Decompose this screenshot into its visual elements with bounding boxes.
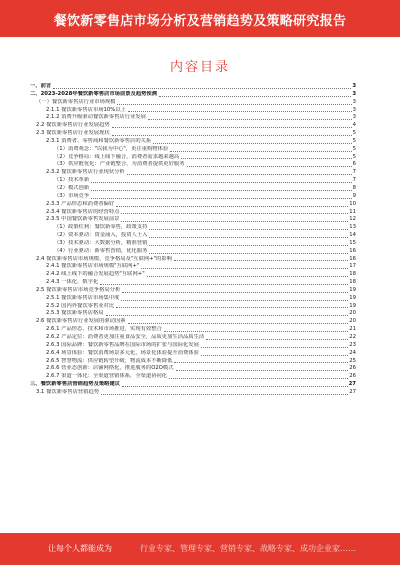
toc-dot-leader [174,362,348,363]
toc-entry-label: 2.6.4 场景体验：餐饮消费场景多元化，场景化体验提升消费体验 [46,349,199,356]
footer-slogan: 让每个人都能成为 [48,544,112,553]
toc-entry-page: 3 [352,83,356,89]
toc-dot-leader [147,276,349,277]
toc-entry-label: 2.6 餐饮新零售店行业发展的驱动因素 [36,318,126,325]
footer-tagline: 行业专家、管理专家、营销专家、战略专家、成功企业家…… [140,544,356,553]
toc-entry-page: 13 [349,224,356,231]
toc-dot-leader [149,229,348,230]
toc-entry-label: （1）消费观念："以我为中心"，更注重购物体验 [54,145,169,152]
toc-entry-label: 一、前言 [30,83,52,89]
toc-dot-leader [149,245,348,246]
toc-entry-page: 18 [349,271,356,278]
toc-entry[interactable] [30,326,356,334]
toc-entry-label: （2）模式创新 [54,184,90,191]
toc-entry[interactable] [30,107,356,115]
toc-dot-leader [91,190,351,191]
toc-entry-page: 10 [349,200,356,207]
toc-entry-label: 2.3.2 餐饮新零售店行业现状分析 [46,169,125,176]
toc-entry-label: 2.1.2 消费升级驱动餐饮新零售店行业发展 [46,114,146,121]
toc-entry[interactable] [30,271,356,279]
toc-entry[interactable] [30,161,356,169]
toc-dot-leader [128,111,352,112]
toc-entry[interactable] [30,389,356,397]
toc-entry-page: 20 [349,310,356,317]
toc-entry-label: 2.4.1 餐饮新零售店市场规模"互联网+" [46,263,140,270]
toc-entry-page: 22 [349,334,356,340]
toc-dot-leader [159,96,351,97]
toc-entry-page: 27 [349,388,356,395]
toc-entry[interactable] [30,310,356,318]
toc-entry-label: （2）竞争格局：线上线下融合，消费者需求越来越高 [54,153,180,160]
toc-entry[interactable] [30,358,356,366]
toc-dot-leader [174,260,348,261]
toc-entry-label: 2.6.2 产品定位：消费者更加注重食品安全，品质更加生活品质生活 [46,334,205,340]
toc-entry-page: 4 [352,122,356,129]
toc-entry-label: 2.3.3 产品形态和消费者偏好 [46,200,115,207]
toc-entry[interactable] [30,279,356,287]
toc-entry[interactable] [30,240,356,248]
toc-entry-page: 5 [352,145,356,152]
toc-entry-page: 5 [352,153,356,160]
toc-entry-page: 6 [352,161,356,168]
toc-entry-label: 2.6.7 渠道一体化：全渠道营销体系，全渠道协同化 [46,373,168,380]
toc-entry-page: 16 [349,247,356,254]
toc-dot-leader [127,174,352,175]
toc-entry-page: 15 [349,239,356,246]
toc-entry[interactable] [30,365,356,373]
toc-entry[interactable] [30,169,356,177]
toc-entry-label: 2.3.4 餐饮新零售店的经营特点 [46,208,120,215]
toc-entry[interactable] [30,209,356,217]
toc-entry-page: 26 [349,373,356,380]
toc-entry[interactable] [30,91,356,99]
toc-entry[interactable] [30,99,356,107]
report-title: 餐饮新零售店市场分析及营销趋势及策略研究报告 [53,14,347,29]
toc-entry-page: 20 [349,318,356,325]
toc-entry-page: 3 [352,114,356,121]
toc-entry-label: 2.6.5 智慧物流：供应链转型升级，物流成本不断降低 [46,357,173,364]
toc-entry-label: 3.1 餐饮新零售店营销趋势 [36,388,100,395]
toc-dot-leader [122,386,348,387]
toc-entry[interactable] [30,334,356,342]
toc-entry-label: 2.5 餐饮新零售店市场竞争格局分析 [36,286,121,293]
toc-entry-page: 18 [349,279,356,286]
toc-entry[interactable] [30,263,356,271]
toc-dot-leader [122,292,348,293]
toc-entry[interactable] [30,193,356,201]
toc-entry[interactable] [30,295,356,303]
toc-dot-leader [106,315,349,316]
toc-entry[interactable] [30,350,356,358]
toc-entry[interactable] [30,177,356,185]
toc-dot-leader [117,104,351,105]
toc-entry-page: 3 [352,106,356,113]
header-banner [0,0,400,37]
toc-entry-label: 2.3.1 消费者、零售商和餐饮新零售店的关系 [46,137,152,144]
toc-entry[interactable] [30,83,356,91]
toc-entry-page: 5 [352,137,356,144]
toc-entry-page: 11 [349,208,356,215]
toc-entry[interactable] [30,130,356,138]
toc-entry[interactable] [30,138,356,146]
toc-dot-leader [121,221,348,222]
toc-entry[interactable] [30,201,356,209]
toc-dot-leader [153,143,351,144]
toc-entry[interactable] [30,373,356,381]
toc-entry-page: 25 [349,357,356,364]
toc-entry-label: 2.6.6 营业态创新：店铺网络化，推进服务的O2O模式 [46,365,174,372]
toc-entry-page: 19 [349,286,356,293]
toc-dot-leader [187,166,352,167]
toc-entry-page: 8 [352,184,356,191]
toc-entry-page: 24 [349,349,356,356]
toc-entry[interactable] [30,303,356,311]
toc-entry-label: 2.1.1 餐饮新零售店市场10%以上 [46,106,126,113]
toc-dot-leader [170,151,351,152]
toc-entry-label: （3）供应链优化：产业链整合，为消费者提供更好服务 [54,161,185,168]
toc-entry-page: 19 [349,294,356,301]
toc-entry-label: 2.3.5 中国餐饮新零售发展前景 [46,216,120,223]
toc-entry[interactable] [30,318,356,326]
toc-entry[interactable] [30,114,356,122]
toc-entry-label: 2.4.3 一体化、数字化 [46,279,99,286]
toc-entry[interactable] [30,122,356,130]
toc-entry[interactable] [30,224,356,232]
toc-entry-label: 二、2023-2028年餐饮新零售店市场前景及趋势预测 [30,90,158,97]
toc-entry-label: （1）政策红利：餐饮新零售，政策支持 [54,224,148,231]
toc-entry-page: 23 [349,341,356,348]
toc-dot-leader [112,127,352,128]
toc-entry-label: 2.2 餐饮新零售店行业发展趋势 [36,122,110,129]
toc-dot-leader [149,237,348,238]
toc-dot-leader [149,253,348,254]
toc-dot-leader [169,378,348,379]
toc-entry-label: 2.6.1 产品形态、技术和市场推进，实现有效整合 [46,326,162,333]
toc-entry-page: 3 [352,98,356,105]
toc-dot-leader [53,88,351,89]
toc-entry[interactable] [30,146,356,154]
toc-entry-label: （4）行业驱动：新零售营销，优化服务 [54,247,148,254]
table-of-contents [30,83,356,397]
toc-dot-leader [148,119,352,120]
toc-entry-label: 2.5.2 国内外餐饮零售业对比 [46,302,115,309]
toc-dot-leader [101,394,348,395]
toc-entry-page: 17 [349,263,356,270]
toc-dot-leader [176,370,349,371]
toc-dot-leader [181,158,351,159]
toc-dot-leader [91,182,351,183]
toc-entry-label: 2.6.3 国际品牌：餐饮新零售品牌在国际市场的扩张与国际化发展 [46,341,199,348]
toc-heading: 内容目录 [169,60,230,75]
toc-dot-leader [206,339,348,340]
toc-entry-page: 16 [349,255,356,262]
toc-entry-label: （3）市场竞争 [54,192,90,199]
toc-entry-page: 19 [349,302,356,309]
toc-entry-label: 2.5.1 餐饮新零售店市场集中度 [46,294,120,301]
toc-entry-label: 2.5.3 餐饮新零售店格局 [46,310,104,317]
toc-dot-leader [121,300,348,301]
toc-dot-leader [91,198,351,199]
toc-entry-label: （1）技术革新 [54,177,90,184]
toc-entry-page: 12 [349,216,356,223]
toc-dot-leader [100,284,348,285]
toc-entry[interactable] [30,256,356,264]
toc-dot-leader [141,268,348,269]
toc-dot-leader [201,355,348,356]
toc-entry-page: 27 [348,381,356,388]
toc-entry[interactable] [30,248,356,256]
toc-dot-leader [121,213,348,214]
toc-entry-page: 26 [349,365,356,372]
toc-entry-page: 7 [352,169,356,176]
toc-entry-page: 5 [352,130,356,137]
toc-entry[interactable] [30,185,356,193]
toc-entry-label: 三、餐饮新零售店营销趋势及策略建议 [30,381,121,388]
footer-banner [0,533,400,565]
toc-entry-label: 2.4 餐饮新零售店市场规模、竞争格局及"互联网+"的影响 [36,255,172,262]
toc-dot-leader [116,206,348,207]
toc-entry[interactable] [30,381,356,389]
toc-entry-page: 9 [352,192,356,199]
toc-entry-page: 14 [349,232,356,239]
toc-entry[interactable] [30,287,356,295]
toc-entry-page: 21 [349,326,356,333]
toc-dot-leader [116,307,348,308]
toc-entry-page: 3 [352,90,356,97]
toc-entry[interactable] [30,216,356,224]
toc-entry[interactable] [30,154,356,162]
toc-dot-leader [112,135,352,136]
toc-entry-label: （一）餐饮新零售店行业市场规模 [36,98,116,105]
toc-entry-page: 7 [352,177,356,184]
toc-entry-label: （2）资本驱动：资金涌入，投资人士入 [54,232,148,239]
toc-dot-leader [201,347,348,348]
toc-entry-label: （3）技术驱动：大数据分析，精准营销 [54,239,148,246]
toc-entry-label: 2.3 餐饮新零售店行业发展现状 [36,130,110,137]
toc-dot-leader [164,331,348,332]
toc-dot-leader [128,323,349,324]
toc-entry[interactable] [30,232,356,240]
toc-entry-label: 2.4.2 线上线下的融合发展趋势"互联网+" [46,271,145,278]
toc-entry[interactable] [30,342,356,350]
